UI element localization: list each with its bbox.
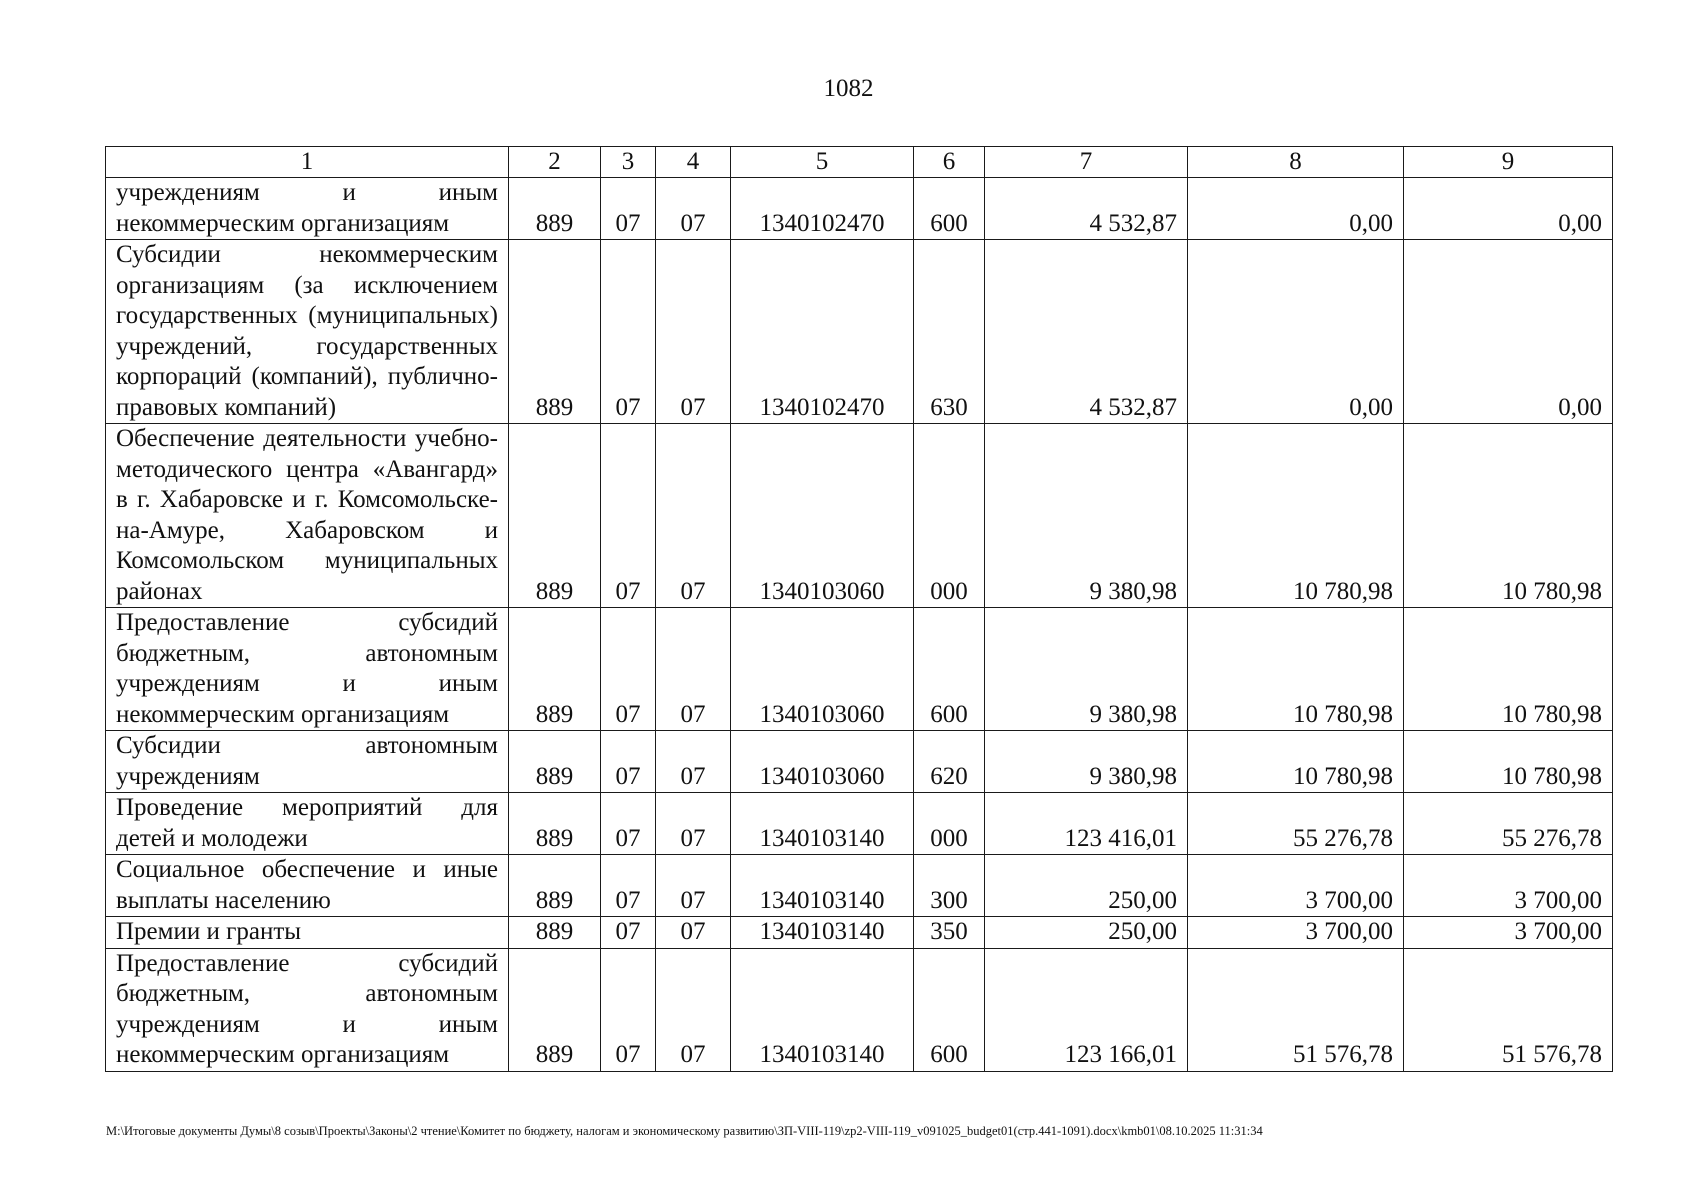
amount-column-9: 0,00	[1404, 240, 1613, 424]
subsection-code: 07	[656, 424, 731, 608]
table-row	[106, 731, 1613, 793]
table-row	[106, 178, 1613, 240]
target-article-code: 1340102470	[731, 240, 914, 424]
row-description: Премии и гранты	[106, 917, 509, 949]
amount-column-8: 10 780,98	[1188, 424, 1404, 608]
amount-column-7: 9 380,98	[985, 424, 1188, 608]
ved-code: 889	[509, 948, 601, 1071]
ved-code: 889	[509, 793, 601, 855]
budget-table	[105, 146, 1613, 1072]
section-code: 07	[601, 424, 656, 608]
section-code: 07	[601, 948, 656, 1071]
expense-type-code: 600	[914, 948, 985, 1071]
table-row	[106, 608, 1613, 731]
footer-file-path: M:\Итоговые документы Думы\8 созыв\Проекты\Законы\2 чтение\Комитет по бюджету, налогам и экономическому развитию\ЗП-VIII-119\zp2-VIII-119_v091025_budget01(стр.441-1091).docx\kmb01\08.10.2025 11:31:34	[106, 1124, 1263, 1138]
table-row	[106, 855, 1613, 917]
row-description: Субсидии некоммерческим организациям (за исключением государственных (муниципальных) учреждений, государственных корпораций (компаний), публично-правовых компаний)	[106, 240, 509, 424]
amount-column-8: 3 700,00	[1188, 917, 1404, 949]
amount-column-8: 55 276,78	[1188, 793, 1404, 855]
amount-column-7: 250,00	[985, 855, 1188, 917]
ved-code: 889	[509, 608, 601, 731]
subsection-code: 07	[656, 240, 731, 424]
amount-column-8: 51 576,78	[1188, 948, 1404, 1071]
target-article-code: 1340103140	[731, 855, 914, 917]
column-header: 1	[106, 147, 509, 178]
ved-code: 889	[509, 917, 601, 949]
table-row	[106, 424, 1613, 608]
expense-type-code: 350	[914, 917, 985, 949]
amount-column-8: 0,00	[1188, 240, 1404, 424]
expense-type-code: 000	[914, 424, 985, 608]
row-description: Субсидии автономным учреждениям	[106, 731, 509, 793]
subsection-code: 07	[656, 178, 731, 240]
ved-code: 889	[509, 178, 601, 240]
subsection-code: 07	[656, 917, 731, 949]
amount-column-9: 10 780,98	[1404, 424, 1613, 608]
subsection-code: 07	[656, 608, 731, 731]
target-article-code: 1340103140	[731, 948, 914, 1071]
ved-code: 889	[509, 855, 601, 917]
amount-column-8: 0,00	[1188, 178, 1404, 240]
column-header: 2	[509, 147, 601, 178]
ved-code: 889	[509, 731, 601, 793]
amount-column-7: 9 380,98	[985, 608, 1188, 731]
column-header: 6	[914, 147, 985, 178]
amount-column-9: 3 700,00	[1404, 917, 1613, 949]
amount-column-7: 123 166,01	[985, 948, 1188, 1071]
target-article-code: 1340103060	[731, 731, 914, 793]
table-row	[106, 917, 1613, 949]
target-article-code: 1340102470	[731, 178, 914, 240]
column-header: 8	[1188, 147, 1404, 178]
row-description: учреждениям и иным некоммерческим организациям	[106, 178, 509, 240]
section-code: 07	[601, 793, 656, 855]
target-article-code: 1340103060	[731, 424, 914, 608]
section-code: 07	[601, 178, 656, 240]
row-description: Предоставление субсидий бюджетным, автономным учреждениям и иным некоммерческим организациям	[106, 948, 509, 1071]
section-code: 07	[601, 240, 656, 424]
subsection-code: 07	[656, 793, 731, 855]
column-header: 9	[1404, 147, 1613, 178]
column-header: 3	[601, 147, 656, 178]
amount-column-7: 123 416,01	[985, 793, 1188, 855]
section-code: 07	[601, 731, 656, 793]
subsection-code: 07	[656, 731, 731, 793]
expense-type-code: 600	[914, 178, 985, 240]
ved-code: 889	[509, 424, 601, 608]
amount-column-7: 9 380,98	[985, 731, 1188, 793]
expense-type-code: 600	[914, 608, 985, 731]
page-number: 1082	[823, 75, 874, 102]
row-description: Предоставление субсидий бюджетным, автономным учреждениям и иным некоммерческим организациям	[106, 608, 509, 731]
expense-type-code: 630	[914, 240, 985, 424]
section-code: 07	[601, 855, 656, 917]
amount-column-9: 55 276,78	[1404, 793, 1613, 855]
amount-column-9: 10 780,98	[1404, 731, 1613, 793]
table-row	[106, 948, 1613, 1071]
target-article-code: 1340103140	[731, 793, 914, 855]
amount-column-7: 250,00	[985, 917, 1188, 949]
row-description: Обеспечение деятельности учебно-методического центра «Авангард» в г. Хабаровске и г. Комсомольске-на-Амуре, Хабаровском и Комсомольском муниципальных районах	[106, 424, 509, 608]
table-row	[106, 793, 1613, 855]
expense-type-code: 620	[914, 731, 985, 793]
table-row	[106, 240, 1613, 424]
row-description: Проведение мероприятий для детей и молодежи	[106, 793, 509, 855]
section-code: 07	[601, 917, 656, 949]
column-header: 7	[985, 147, 1188, 178]
amount-column-8: 10 780,98	[1188, 608, 1404, 731]
table-header-row	[106, 147, 1613, 178]
amount-column-9: 3 700,00	[1404, 855, 1613, 917]
subsection-code: 07	[656, 948, 731, 1071]
ved-code: 889	[509, 240, 601, 424]
amount-column-8: 3 700,00	[1188, 855, 1404, 917]
expense-type-code: 300	[914, 855, 985, 917]
section-code: 07	[601, 608, 656, 731]
amount-column-7: 4 532,87	[985, 178, 1188, 240]
column-header: 4	[656, 147, 731, 178]
column-header: 5	[731, 147, 914, 178]
target-article-code: 1340103140	[731, 917, 914, 949]
target-article-code: 1340103060	[731, 608, 914, 731]
subsection-code: 07	[656, 855, 731, 917]
amount-column-9: 10 780,98	[1404, 608, 1613, 731]
amount-column-9: 0,00	[1404, 178, 1613, 240]
row-description: Социальное обеспечение и иные выплаты населению	[106, 855, 509, 917]
expense-type-code: 000	[914, 793, 985, 855]
amount-column-9: 51 576,78	[1404, 948, 1613, 1071]
amount-column-7: 4 532,87	[985, 240, 1188, 424]
amount-column-8: 10 780,98	[1188, 731, 1404, 793]
